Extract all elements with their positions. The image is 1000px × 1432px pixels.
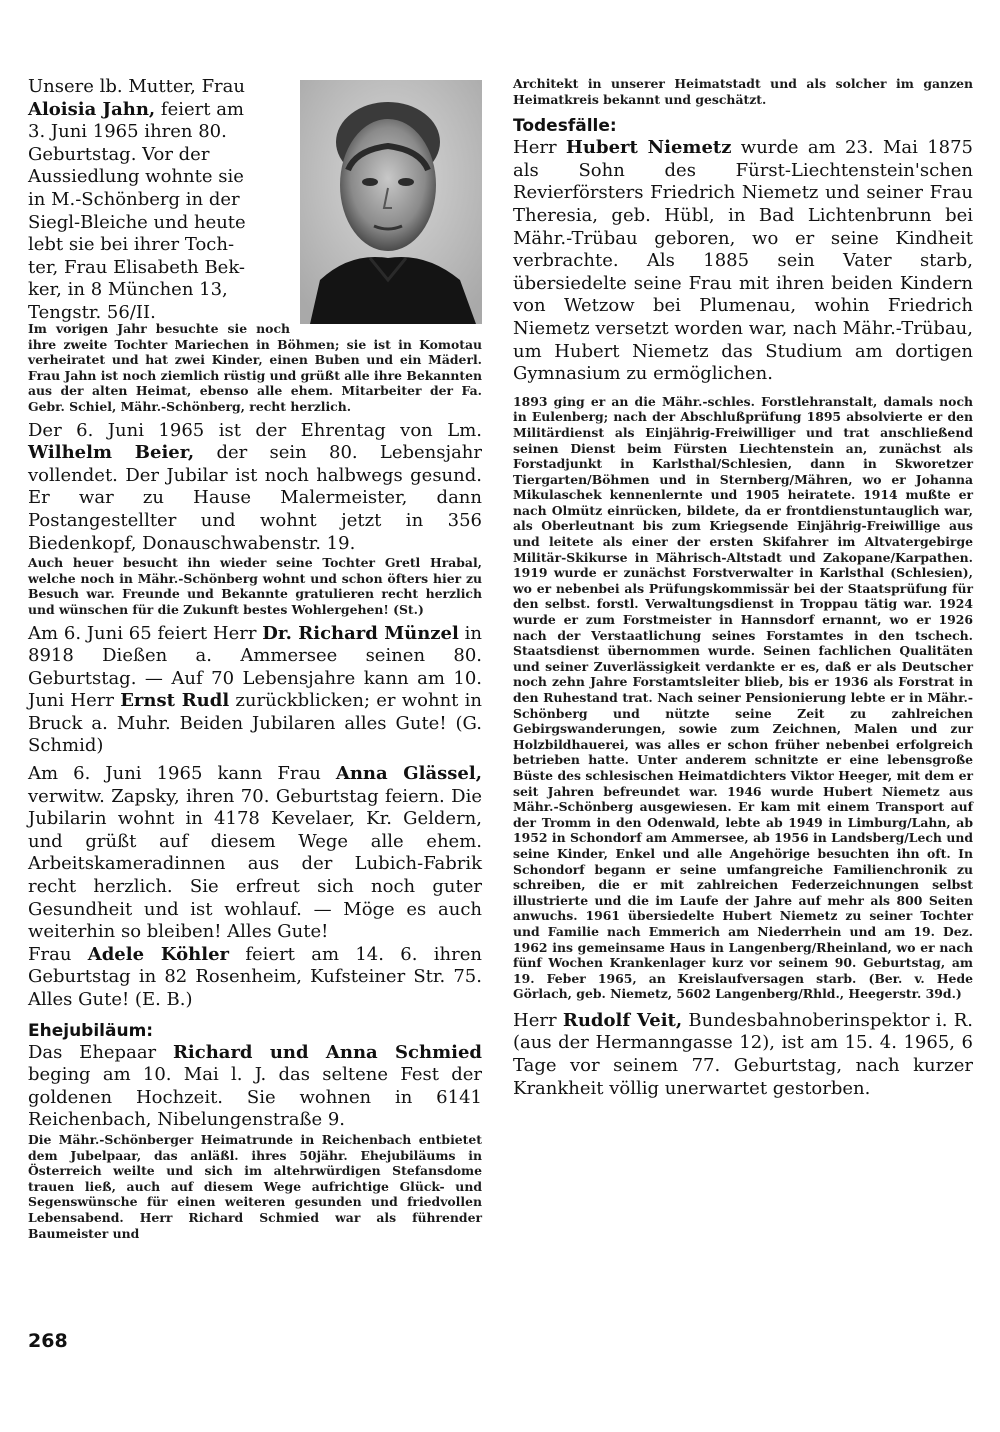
intro-line-5: Aussiedlung wohnte sie	[28, 166, 244, 188]
beier-pre: Der 6. Juni 1965 ist der Ehrentag von Lm.	[28, 419, 482, 441]
intro-line-2-rest: feiert am	[160, 98, 244, 120]
name-wilhelm-beier: Wilhelm Beier,	[28, 442, 195, 464]
intro-line-4: Geburtstag. Vor der	[28, 143, 210, 165]
name-rudolf-veit: Rudolf Veit,	[562, 1009, 683, 1031]
beier-post: der sein 80. Lebensjahr vollendet. Der Jubilar ist noch halbwegs gesund. Er war zu Hause Malermeister, dann Postangestellter und wohnt jetzt in 356 Biedenkopf, Donauschwabenstr. 19.	[28, 442, 482, 554]
name-richard-anna-schmied: Richard und Anna Schmied	[172, 1041, 483, 1063]
paragraph-glaessel	[28, 763, 482, 944]
heading-todesfaelle: Todesfälle:	[513, 116, 617, 137]
name-anna-glaessel: Anna Glässel,	[335, 763, 482, 785]
paragraph-koehler	[28, 944, 482, 1012]
intro-block-jahn	[28, 76, 482, 321]
left-column	[28, 76, 482, 1241]
small-niemetz: 1893 ging er an die Mähr.-schles. Forstlehranstalt, damals noch in Eulenberg; nach der Abschlußprüfung 1895 absolvierte er den Militärdienst als Einjährig-Freiwilliger und trat anschließend seinen Dienst beim Fürsten Liechtenstein an, zunächst als Forstadjunkt in Karlsthal/Schlesien, dann in Skworetzer Tiergarten/Böhmen und in Sternberg/Mähren, wo er Johanna Mikulaschek kennenlernte und 1905 heiratete. 1914 mußte er nach Olmütz einrücken, bildete, da er frontdienstuntauglich war, als Oberleutnant bis zum Kriegsende Einjährig-Freiwillige aus und leitete als einer der ersten Skifahrer im Altvatergebirge Militär-Skikurse in Mährisch-Altstadt und Zakopane/Karpathen. 1919 wurde er zunächst Forstverwalter in Karlsthal (Schlesien), wo er nebenbei als Prüfungskommissär bei der Staatsprüfung für den selbst. forstl. Verwaltungsdienst in Troppau tätig war. 1924 wurde er zum Forstmeister in Hannsdorf ernannt, wo er 1926 nach der Verstaatlichung seines Forstamtes in den tschech. Staatsdienst übernommen wurde. Seinen fachlichen Qualitäten und seiner Zuverlässigkeit verdankte er es, daß er als Deutscher noch zehn Jahre Forstamtsleiter blieb, bis er 1936 als Forstrat in den Ruhestand trat. Nach seiner Pensionierung lebte er in Mähr.-Schönberg und nützte seine Zeit zu zahlreichen Gebirgswanderungen, sowie zum Zeichnen, Malen und zur Holzbildhauerei, was alles er schon früher nebenbei erfolgreich betrieben hatte. Unter anderem schnitzte er eine lebensgroße Büste des schlesischen Heimatdichters Viktor Heeger, mit dem er seit Jahren befreundet war. 1946 wurde Hubert Niemetz aus Mähr.-Schönberg ausgewiesen. Er kam mit einem Transport auf der Tromm in den Odenwald, lebte ab 1949 in Limburg/Lahn, ab 1952 in Schondorf am Ammersee, ab 1956 in Landsberg/Lech und seine Kinder, Enkel und alle Angehörige besuchten ihn oft. In Schondorf begann er seine umfangreiche Familienchronik zu schreiben, die er mit zahlreichen Federzeichnungen selbst illustrierte und die im Laufe der Jahre auf mehr als 800 Seiten anwuchs. 1961 übersiedelte Hubert Niemetz zu seiner Tochter und Familie nach Emmerich am Niederrhein und am 19. Dez. 1962 ins gemeinsame Haus in Langenberg/Rheinland, wo er nach fünf Wochen Krankenlager kurz vor seinem 90. Geburtstag, am 19. Feber 1965, an Kreislaufversagen starb. (Ber. v. Hede Görlach, geb. Niemetz, 5602 Langenberg/Rhld., Heegerstr. 39d.)	[513, 393, 973, 1002]
intro-line-1: Unsere lb. Mutter, Frau	[28, 76, 245, 97]
intro-line-9: ter, Frau Elisabeth Bek-	[28, 256, 245, 278]
heading-ehejubilaeum: Ehejubiläum:	[28, 1020, 154, 1041]
intro-line-8: lebt sie bei ihrer Toch-	[28, 234, 235, 256]
rudl-post: zurückblicken; er wohnt in Bruck a. Muhr. Beiden Jubilaren alles Gute! (G. Schmid)	[28, 690, 482, 757]
niemetz-pre: Herr	[513, 137, 566, 159]
page-number: 268	[28, 1330, 68, 1352]
paragraph-niemetz	[513, 137, 973, 386]
right-column	[513, 76, 973, 1100]
name-aloisia-jahn: Aloisia Jahn,	[28, 98, 156, 120]
portrait-photo	[300, 80, 482, 324]
niemetz-post: wurde am 23. Mai 1875 als Sohn des Fürst-Liechtenstein'schen Revierförsters Friedrich Niemetz und seiner Frau Theresia, geb. Hübl, in Bad Lichtenbrunn bei Mähr.-Trübau geboren, wo er seine Kindheit verbrachte. Als 1885 sein Vater starb, übersiedelte seine Frau mit ihren beiden Kindern von Wetzow bei Plumenau, wohin Friedrich Niemetz versetzt worden war, nach Mähr.-Trübau, um Hubert Niemetz das Studium am dortigen Gymnasium zu ermöglichen.	[513, 137, 974, 385]
glaessel-post: verwitw. Zapsky, ihren 70. Geburtstag feiern. Die Jubilarin wohnt in 4178 Kevelaer, Kr. Geldern, und grüßt auf diesem Wege alle ehem. Arbeitskameradinnen aus der Lubich-Fabrik recht herzlich. Sie erfreut sich noch guter Gesundheit und ist wohlauf. — Möge es auch weiterhin so bleiben! Alles Gute!	[28, 785, 482, 943]
intro-line-3: 3. Juni 1965 ihren 80.	[28, 121, 227, 143]
small-schmied-cont: Architekt in unserer Heimatstadt und als solcher im ganzen Heimatkreis bekannt und geschätzt.	[513, 76, 973, 107]
intro-line-11: Tengstr. 56/II.	[28, 301, 156, 323]
paragraph-schmied	[28, 1042, 482, 1132]
name-richard-muenzel: Dr. Richard Münzel	[262, 622, 459, 644]
koehler-pre: Frau	[28, 943, 88, 965]
small-beier: Auch heuer besucht ihn wieder seine Tochter Gretl Hrabal, welche noch in Mähr.-Schönberg wohnt und schon öfters hier zu Besuch war. Freunde und Bekannte gratulieren recht herzlich und wünschen für die Zukunft bestes Wohlergehen! (St.)	[28, 555, 482, 617]
veit-post: Bundesbahnoberinspektor i. R. (aus der Hermanngasse 12), ist am 15. 4. 1965, 6 Tage vor seinem 77. Geburtstag, nach kurzer Krankheit völlig unerwartet gestorben.	[513, 1009, 973, 1099]
paragraph-veit	[513, 1010, 973, 1100]
muenzel-mid: in 8918 Dießen a. Ammersee seinen 80. Geburtstag. — Auf 70 Lebensjahre kann am 10. Juni Herr	[28, 622, 482, 712]
intro-line-7: Siegl-Bleiche und heute	[28, 211, 246, 233]
small-schmied: Die Mähr.-Schönberger Heimatrunde in Reichenbach entbietet dem Jubelpaar, das anläßl. ihres 50jähr. Ehejubiläums in Österreich weilte und sich im altehrwürdigen Stefansdome trauen ließ, auch auf diesem Wege aufrichtige Glück- und Segenswünsche für einen weiteren gesunden und friedvollen Lebensabend. Herr Richard Schmied war als führender Baumeister und	[28, 1131, 482, 1241]
muenzel-pre: Am 6. Juni 65 feiert Herr	[28, 622, 263, 644]
intro-line-10: ker, in 8 München 13,	[28, 279, 228, 301]
name-adele-koehler: Adele Köhler	[87, 943, 230, 965]
name-ernst-rudl: Ernst Rudl	[120, 690, 230, 712]
intro-small-jahn: Im vorigen Jahr besuchte sie noch ihre zweite Tochter Mariechen in Böhmen; sie ist in Komotau verheiratet und hat zwei Kinder, einen Buben und ein Mäderl. Frau Jahn ist noch ziemlich rüstig und grüßt alle ihre Bekannten aus der alten Heimat, ebenso alle ehem. Mitarbeiter der Fa. Gebr. Schiel, Mähr.-Schönberg, recht herzlich.	[28, 321, 482, 414]
veit-pre: Herr	[513, 1009, 563, 1031]
schmied-pre: Das Ehepaar	[28, 1041, 173, 1063]
koehler-post: feiert am 14. 6. ihren Geburtstag in 82 Rosenheim, Kufsteiner Str. 75. Alles Gute! (E. B.)	[28, 943, 483, 1010]
intro-line-6: in M.-Schönberg in der	[28, 188, 240, 210]
paragraph-beier	[28, 420, 482, 556]
glaessel-pre: Am 6. Juni 1965 kann Frau	[28, 763, 336, 785]
paragraph-muenzel-rudl	[28, 623, 482, 759]
portrait-image	[300, 80, 482, 324]
schmied-post: beging am 10. Mai l. J. das seltene Fest der goldenen Hochzeit. Sie wohnen in 6141 Reichenbach, Nibelungenstraße 9.	[28, 1064, 482, 1131]
name-hubert-niemetz: Hubert Niemetz	[565, 137, 732, 159]
